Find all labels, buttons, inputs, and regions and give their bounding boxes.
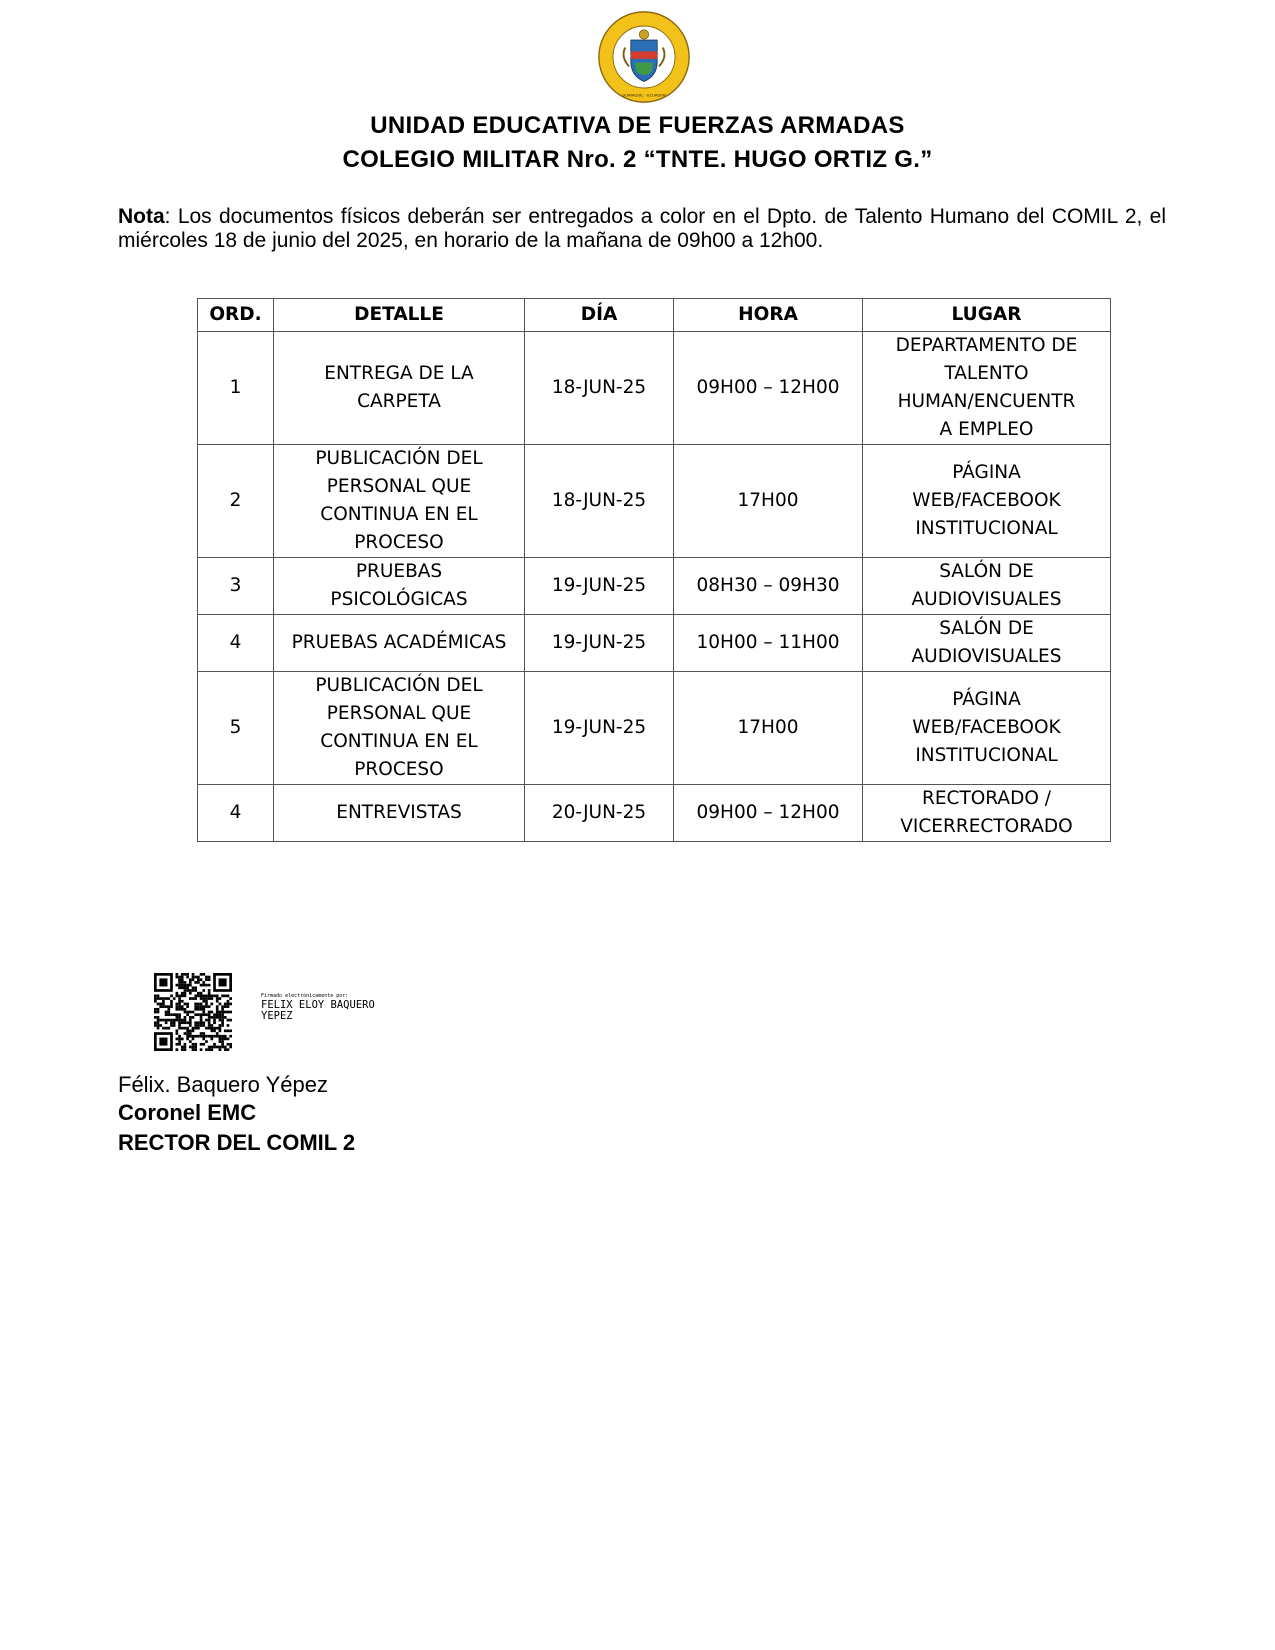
- cell-detalle-line: CONTINUA EN EL: [320, 504, 478, 525]
- cell-ord: 2: [198, 445, 274, 558]
- signatory-name: Félix. Baquero Yépez: [118, 1072, 328, 1097]
- cell-ord: 1: [198, 332, 274, 445]
- school-seal-logo: [597, 10, 691, 104]
- cell-lugar-line: INSTITUCIONAL: [915, 745, 1058, 766]
- cell-dia: 19-JUN-25: [525, 672, 674, 785]
- note-text: : Los documentos físicos deberán ser entregados a color en el Dpto. de Talento Humano del COMIL 2, el miércoles 18 de junio del 2025, en horario de la mañana de 09h00 a 12h00.: [118, 205, 1166, 252]
- cell-hora: 09H00 – 12H00: [674, 332, 863, 445]
- note-label: Nota: [118, 205, 165, 228]
- cell-lugar: [863, 445, 1111, 558]
- cell-lugar: [863, 558, 1111, 615]
- cell-lugar-line: VICERRECTORADO: [900, 816, 1073, 837]
- header-dia: DÍA: [525, 299, 674, 332]
- cell-detalle-line: PSICOLÓGICAS: [330, 589, 468, 610]
- cell-detalle-line: PRUEBAS: [355, 561, 443, 582]
- cell-detalle-line: CONTINUA EN EL: [320, 731, 478, 752]
- note-paragraph: [118, 205, 1166, 253]
- cell-lugar-line: AUDIOVISUALES: [911, 646, 1062, 667]
- cell-detalle: [274, 558, 525, 615]
- cell-hora: 10H00 – 11H00: [674, 615, 863, 672]
- signature-name-line1: FELIX ELOY BAQUERO: [261, 999, 375, 1011]
- cell-detalle: [274, 615, 525, 672]
- cell-lugar: [863, 615, 1111, 672]
- cell-lugar-line: WEB/FACEBOOK: [912, 490, 1061, 511]
- signature-name-line2: YEPEZ: [261, 1010, 293, 1022]
- cell-lugar-line: SALÓN DE: [939, 618, 1034, 639]
- svg-text:GUAYAQUIL - ECUADOR: GUAYAQUIL - ECUADOR: [622, 93, 666, 98]
- schedule-table: [197, 298, 1111, 842]
- header-hora: HORA: [674, 299, 863, 332]
- cell-lugar: [863, 785, 1111, 842]
- header-detalle: DETALLE: [274, 299, 525, 332]
- cell-detalle-line: PUBLICACIÓN DEL: [315, 448, 483, 469]
- cell-lugar-line: WEB/FACEBOOK: [912, 717, 1061, 738]
- cell-detalle-line: CARPETA: [357, 391, 441, 412]
- cell-detalle-line: PROCESO: [354, 759, 444, 780]
- table-row: [198, 672, 1111, 785]
- cell-lugar-line: DEPARTAMENTO DE: [895, 335, 1078, 356]
- cell-ord: 3: [198, 558, 274, 615]
- cell-detalle-line: ENTREGA DE LA: [324, 363, 474, 384]
- table-row: [198, 558, 1111, 615]
- cell-ord: 4: [198, 615, 274, 672]
- cell-lugar-line: PÁGINA: [952, 462, 1021, 483]
- cell-ord: 5: [198, 672, 274, 785]
- cell-dia: 20-JUN-25: [525, 785, 674, 842]
- cell-hora: 09H00 – 12H00: [674, 785, 863, 842]
- cell-hora: 17H00: [674, 445, 863, 558]
- table-row: [198, 615, 1111, 672]
- cell-detalle: [274, 785, 525, 842]
- cell-lugar: [863, 332, 1111, 445]
- header-ord: ORD.: [198, 299, 274, 332]
- cell-detalle: [274, 332, 525, 445]
- cell-detalle-line: ENTREVISTAS: [336, 802, 462, 823]
- table-row: [198, 445, 1111, 558]
- cell-lugar-line: AUDIOVISUALES: [911, 589, 1062, 610]
- signatory-rank: Coronel EMC: [118, 1100, 257, 1125]
- table-header-row: [198, 299, 1111, 332]
- cell-lugar-line: A EMPLEO: [939, 419, 1034, 440]
- cell-detalle-line: PERSONAL QUE: [326, 703, 472, 724]
- cell-dia: 18-JUN-25: [525, 332, 674, 445]
- cell-hora: 08H30 – 09H30: [674, 558, 863, 615]
- cell-lugar-line: RECTORADO /: [921, 788, 1051, 809]
- cell-hora: 17H00: [674, 672, 863, 785]
- cell-lugar-line: SALÓN DE: [939, 561, 1034, 582]
- cell-lugar-line: INSTITUCIONAL: [915, 518, 1058, 539]
- cell-detalle: [274, 672, 525, 785]
- cell-dia: 19-JUN-25: [525, 615, 674, 672]
- cell-detalle-line: PUBLICACIÓN DEL: [315, 675, 483, 696]
- cell-detalle-line: PERSONAL QUE: [326, 476, 472, 497]
- signature-qr-code: [154, 973, 232, 1051]
- cell-lugar-line: PÁGINA: [952, 689, 1021, 710]
- cell-lugar-line: TALENTO: [944, 363, 1029, 384]
- header-lugar: LUGAR: [863, 299, 1111, 332]
- cell-lugar-line: HUMAN/ENCUENTR: [897, 391, 1076, 412]
- school-name-title: COLEGIO MILITAR Nro. 2 “TNTE. HUGO ORTIZ G.”: [342, 146, 933, 173]
- table-row: [198, 332, 1111, 445]
- signature-caption: [261, 993, 375, 1022]
- cell-detalle-line: PROCESO: [354, 532, 444, 553]
- cell-dia: 18-JUN-25: [525, 445, 674, 558]
- cell-ord: 4: [198, 785, 274, 842]
- schedule-table-body: [198, 332, 1111, 842]
- table-row: [198, 785, 1111, 842]
- signature-caption-small: Firmado electrónicamente por:: [261, 993, 349, 999]
- cell-detalle-line: PRUEBAS ACADÉMICAS: [291, 632, 507, 653]
- cell-lugar: [863, 672, 1111, 785]
- institution-title: UNIDAD EDUCATIVA DE FUERZAS ARMADAS: [370, 112, 905, 139]
- cell-dia: 19-JUN-25: [525, 558, 674, 615]
- signatory-role: RECTOR DEL COMIL 2: [118, 1130, 356, 1155]
- cell-detalle: [274, 445, 525, 558]
